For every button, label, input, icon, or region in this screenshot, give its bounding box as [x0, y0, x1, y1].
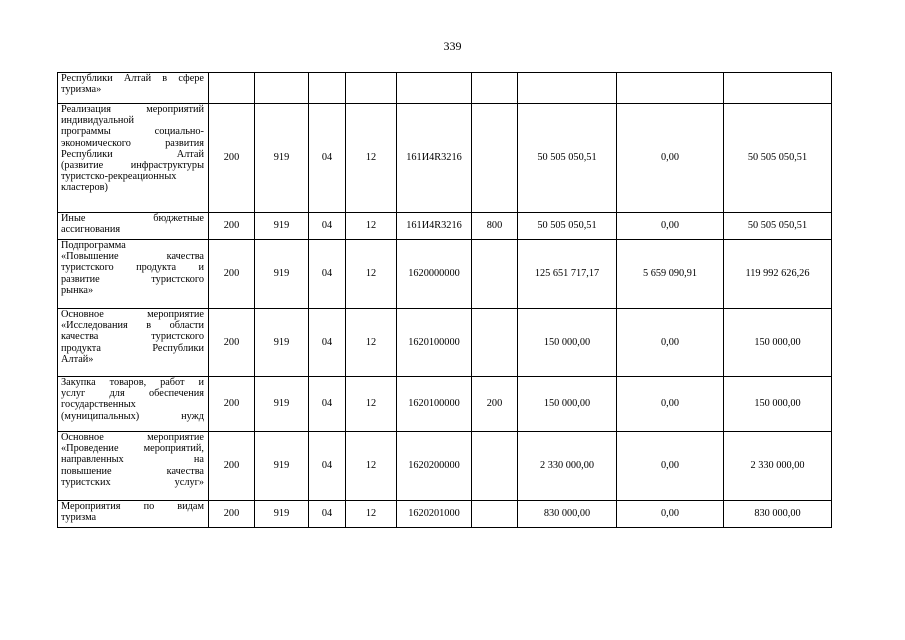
target-article-cell: 161И4R3216 [397, 213, 472, 240]
admin-code-cell [209, 73, 255, 104]
row-name-line: «Исследования в области [61, 320, 204, 332]
amount-regional-cell: 2 330 000,00 [724, 432, 832, 501]
amount-total-cell: 125 651 717,17 [518, 240, 617, 309]
row-name-line: «Проведение мероприятий, [61, 443, 204, 455]
section-cell: 04 [309, 240, 346, 309]
dept-code-cell: 919 [255, 309, 309, 377]
row-name-line: кластеров) [61, 182, 108, 194]
amount-federal-cell: 5 659 090,91 [617, 240, 724, 309]
table-row [58, 309, 832, 377]
table-row [58, 432, 832, 501]
row-name-line: ассигнования [61, 224, 121, 236]
row-name-line: Иные бюджетные [61, 213, 204, 224]
row-name-line: туристских услуг» [61, 476, 204, 488]
expense-type-cell [472, 432, 518, 501]
row-name-line: туристско-рекреационных [61, 171, 177, 183]
target-article-cell [397, 73, 472, 104]
amount-federal-cell: 0,00 [617, 309, 724, 377]
amount-regional-cell: 830 000,00 [724, 501, 832, 528]
row-name-line: «Повышение качества [61, 251, 204, 263]
row-name-line: качества туристского [61, 331, 204, 343]
section-cell: 04 [309, 104, 346, 213]
section-cell [309, 73, 346, 104]
amount-regional-cell: 119 992 626,26 [724, 240, 832, 309]
expense-type-cell [472, 104, 518, 213]
table-row [58, 240, 832, 309]
row-name-line: туристского продукта и [61, 262, 204, 274]
row-name-line: Закупка товаров, работ и [61, 377, 204, 388]
row-name-line: Основное мероприятие [61, 432, 204, 443]
row-name-cell [58, 104, 209, 213]
amount-federal-cell: 0,00 [617, 432, 724, 501]
table-row [58, 213, 832, 240]
dept-code-cell: 919 [255, 377, 309, 432]
expense-type-cell: 200 [472, 377, 518, 432]
row-name-cell [58, 240, 209, 309]
admin-code-cell: 200 [209, 213, 255, 240]
budget-table [57, 72, 832, 528]
expense-type-cell [472, 73, 518, 104]
expense-type-cell [472, 240, 518, 309]
dept-code-cell: 919 [255, 432, 309, 501]
subsection-cell [346, 73, 397, 104]
section-cell: 04 [309, 501, 346, 528]
row-name-cell [58, 309, 209, 377]
subsection-cell: 12 [346, 309, 397, 377]
amount-regional-cell: 150 000,00 [724, 377, 832, 432]
amount-total-cell [518, 73, 617, 104]
row-name-line: индивидуальной [61, 115, 135, 127]
amount-federal-cell: 0,00 [617, 104, 724, 213]
target-article-cell: 161И4R3216 [397, 104, 472, 213]
row-name-line: Основное мероприятие [61, 309, 204, 320]
row-name-line: туризма [61, 512, 97, 524]
row-name-line: направленных на [61, 454, 204, 466]
admin-code-cell: 200 [209, 501, 255, 528]
row-name-line: услуг для обеспечения [61, 388, 204, 400]
row-name-cell [58, 73, 209, 104]
row-name-line: Алтай» [61, 353, 94, 365]
row-name-cell [58, 377, 209, 432]
amount-federal-cell: 0,00 [617, 213, 724, 240]
row-name-cell [58, 213, 209, 240]
row-name-line: развитие туристского [61, 273, 204, 285]
subsection-cell: 12 [346, 501, 397, 528]
amount-federal-cell: 0,00 [617, 377, 724, 432]
subsection-cell: 12 [346, 432, 397, 501]
section-cell: 04 [309, 377, 346, 432]
dept-code-cell [255, 73, 309, 104]
dept-code-cell: 919 [255, 213, 309, 240]
table-row [58, 501, 832, 528]
subsection-cell: 12 [346, 377, 397, 432]
table-body [58, 73, 832, 528]
amount-regional-cell: 50 505 050,51 [724, 104, 832, 213]
row-name-line: туризма» [61, 84, 102, 96]
page-number: 339 [443, 39, 462, 53]
expense-type-cell [472, 309, 518, 377]
row-name-line: Республики Алтай [61, 148, 204, 160]
amount-regional-cell [724, 73, 832, 104]
amount-total-cell: 50 505 050,51 [518, 104, 617, 213]
table-row [58, 104, 832, 213]
row-name-line: программы социально- [61, 126, 204, 138]
target-article-cell: 1620201000 [397, 501, 472, 528]
subsection-cell: 12 [346, 240, 397, 309]
amount-regional-cell: 150 000,00 [724, 309, 832, 377]
row-name-cell [58, 501, 209, 528]
admin-code-cell: 200 [209, 104, 255, 213]
dept-code-cell: 919 [255, 240, 309, 309]
amount-total-cell: 50 505 050,51 [518, 213, 617, 240]
amount-federal-cell [617, 73, 724, 104]
dept-code-cell: 919 [255, 104, 309, 213]
dept-code-cell: 919 [255, 501, 309, 528]
expense-type-cell [472, 501, 518, 528]
admin-code-cell: 200 [209, 432, 255, 501]
admin-code-cell: 200 [209, 309, 255, 377]
amount-federal-cell: 0,00 [617, 501, 724, 528]
table-row [58, 73, 832, 104]
amount-total-cell: 150 000,00 [518, 309, 617, 377]
admin-code-cell: 200 [209, 240, 255, 309]
admin-code-cell: 200 [209, 377, 255, 432]
row-name-line: Подпрограмма [61, 240, 126, 251]
row-name-line: продукта Республики [61, 342, 204, 354]
target-article-cell: 1620100000 [397, 377, 472, 432]
row-name-line: повышение качества [61, 465, 204, 477]
amount-total-cell: 150 000,00 [518, 377, 617, 432]
row-name-line: Мероприятия по видам [61, 501, 204, 512]
row-name-line: (развитие инфраструктуры [61, 160, 204, 172]
section-cell: 04 [309, 432, 346, 501]
row-name-cell [58, 432, 209, 501]
section-cell: 04 [309, 309, 346, 377]
row-name-line: рынка» [61, 284, 94, 296]
target-article-cell: 1620000000 [397, 240, 472, 309]
table-row [58, 377, 832, 432]
target-article-cell: 1620100000 [397, 309, 472, 377]
row-name-line: Реализация мероприятий [61, 104, 204, 115]
row-name-line: Республики Алтай в сфере [61, 73, 204, 84]
amount-total-cell: 830 000,00 [518, 501, 617, 528]
subsection-cell: 12 [346, 104, 397, 213]
expense-type-cell: 800 [472, 213, 518, 240]
amount-regional-cell: 50 505 050,51 [724, 213, 832, 240]
target-article-cell: 1620200000 [397, 432, 472, 501]
subsection-cell: 12 [346, 213, 397, 240]
row-name-line: (муниципальных) нужд [61, 410, 204, 422]
section-cell: 04 [309, 213, 346, 240]
row-name-line: государственных [61, 399, 136, 411]
amount-total-cell: 2 330 000,00 [518, 432, 617, 501]
row-name-line: экономического развития [61, 137, 204, 149]
